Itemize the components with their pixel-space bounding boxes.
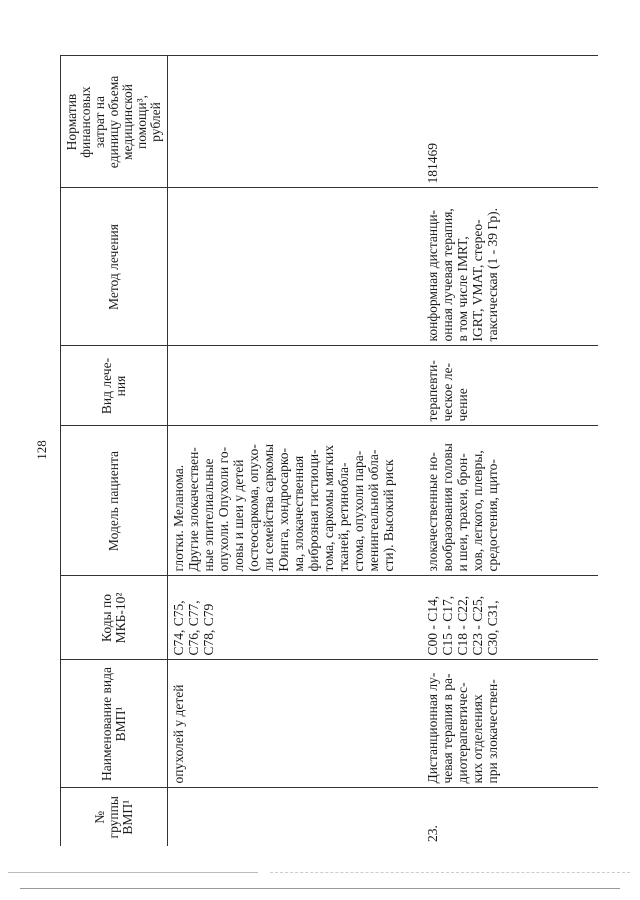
header-treatment-type: Вид лече- ния [61, 346, 168, 426]
cell-treatment-type [168, 346, 423, 426]
header-group-number: № группы ВМП¹ [61, 788, 168, 846]
scan-footer-lines [0, 872, 640, 878]
header-treatment-method: Метод лечения [61, 188, 168, 346]
cell-cost-norm: 181469 [422, 56, 598, 188]
header-vmp-name: Наименование вида ВМП¹ [61, 660, 168, 788]
cell-group-number: 23. [422, 788, 598, 846]
header-icd-codes: Коды по МКБ-10² [61, 576, 168, 660]
footer-rule [270, 872, 630, 873]
header-cost-norm: Норматив финансовых затрат на единицу объема медицинской помощи³, рублей [61, 56, 168, 188]
header-patient-model: Модель пациента [61, 426, 168, 576]
table-row [168, 56, 423, 846]
cell-group-number [168, 788, 423, 846]
cell-icd-codes: C74, C75, C76, C77, C78, C79 [168, 576, 423, 660]
vmp-table [60, 56, 598, 847]
cell-patient-model: злокачественные но- вообразования головы и шеи, трахеи, брон- хов, легкого, плевры, средостения, щито- [422, 426, 598, 576]
cell-treatment-method: конформная дистанци- онная лучевая терапия, в том числе IMRT, IGRT, VMAT, стерео- таксическая (1 - 39 Гр). [422, 188, 598, 346]
cell-treatment-method [168, 188, 423, 346]
cell-patient-model: глотки. Меланома. Другие злокачествен- ные эпителиальные опухоли. Опухоли го- ловы и шеи у детей (остеосаркома, опухо- ли семейства саркомы Юинга, хондросарко- ма, злокачественная фиброзная гистиоци- тома, саркомы мягких тканей, ретинобла- стома, опухоли пара- менингеальной обла- сти). Высокий риск [168, 426, 423, 576]
table-row [422, 56, 598, 846]
cell-vmp-name: опухолей у детей [168, 660, 423, 788]
footer-rule [8, 872, 258, 873]
cell-cost-norm [168, 56, 423, 188]
footer-rule [20, 888, 620, 889]
table-header-row [61, 56, 168, 846]
document-sheet [60, 56, 620, 846]
cell-treatment-type: терапевти- ческое ле- чение [422, 346, 598, 426]
page-number: 128 [34, 440, 49, 460]
cell-icd-codes: C00 - C14, C15 - C17, C18 - C22, C23 - C25, C30, C31, [422, 576, 598, 660]
cell-vmp-name: Дистанционная лу- чевая терапия в ра- диотерапевтичес- ких отделениях при злокачествен- [422, 660, 598, 788]
rotated-table-wrapper [60, 56, 620, 846]
